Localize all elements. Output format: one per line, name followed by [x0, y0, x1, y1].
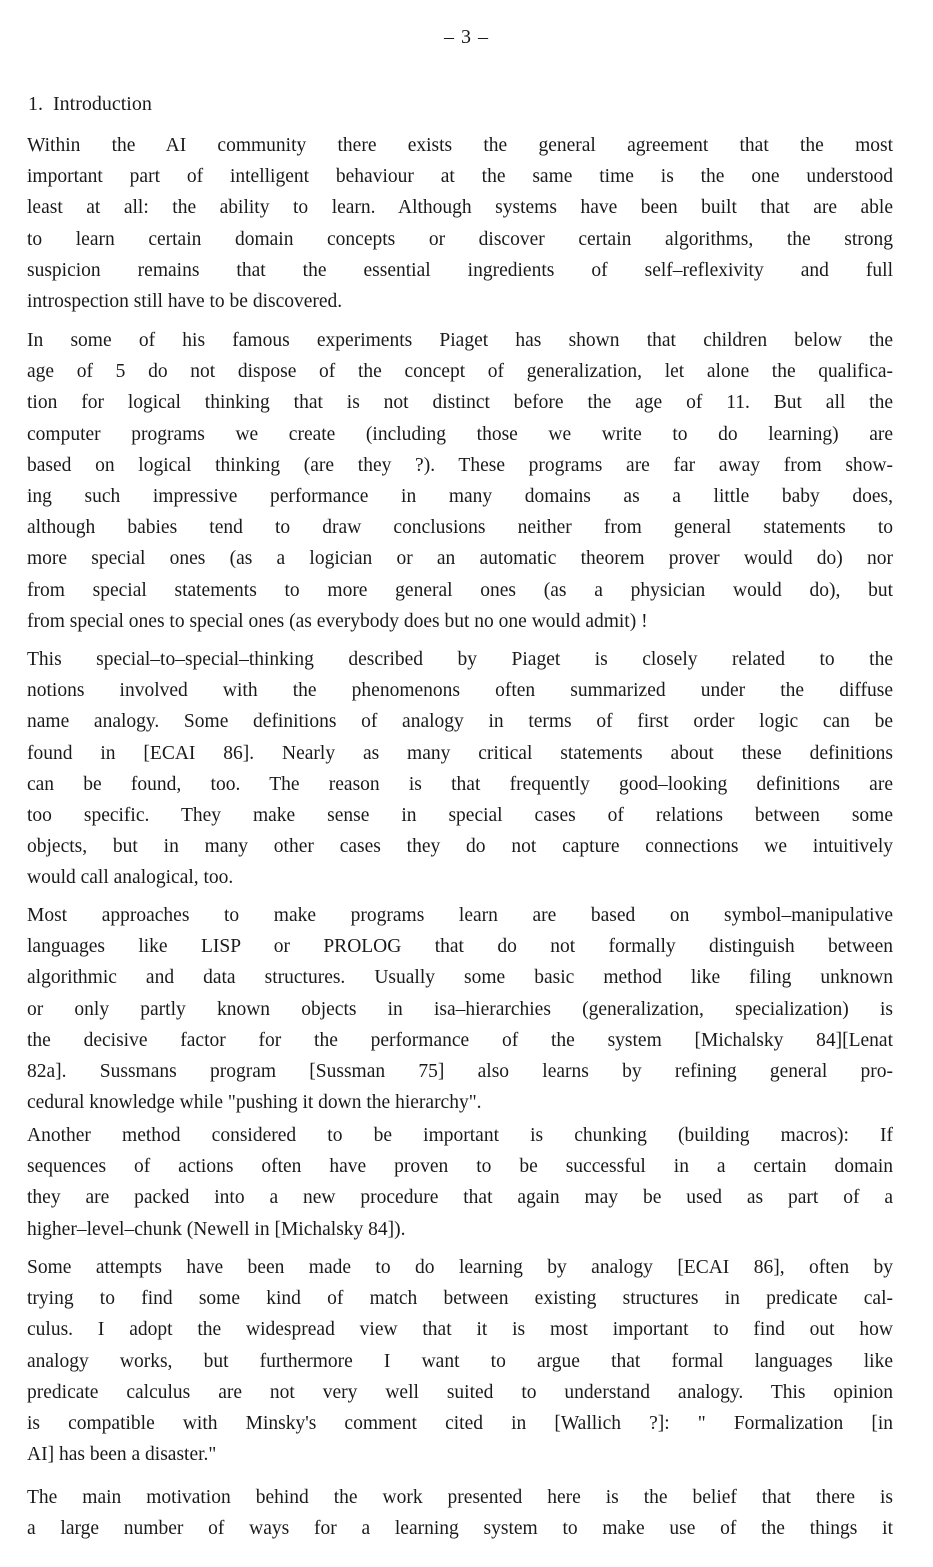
text-line: from special ones to special ones (as everybody does but no one would admit) !: [27, 610, 648, 632]
text-line: or only partly known objects in isa–hierarchies (generalization, specialization) is: [27, 998, 893, 1020]
text-line: least at all: the ability to learn. Although systems have been built that are able: [27, 197, 893, 219]
text-line: algorithmic and data structures. Usually some basic method like filing unknown: [27, 967, 893, 989]
text-line: tion for logical thinking that is not distinct before the age of 11. But all the: [27, 392, 893, 414]
text-line: analogy works, but furthermore I want to argue that formal languages like: [27, 1350, 893, 1372]
text-line: can be found, too. The reason is that frequently good–looking definitions are: [27, 773, 893, 795]
section-heading: [28, 93, 152, 116]
text-line: is compatible with Minsky's comment cited in [Wallich ?]: " Formalization [in: [27, 1412, 893, 1434]
text-line: sequences of actions often have proven to be successful in a certain domain: [27, 1156, 893, 1178]
text-line: based on logical thinking (are they ?). These programs are far away from show-: [27, 454, 893, 476]
text-line: languages like LISP or PROLOG that do not formally distinguish between: [27, 936, 893, 958]
text-line: computer programs we create (including those we write to do learning) are: [27, 423, 893, 445]
text-line: Some attempts have been made to do learning by analogy [ECAI 86], often by: [27, 1257, 893, 1278]
text-line: The main motivation behind the work presented here is the belief that there is: [27, 1487, 893, 1508]
paragraph: [27, 325, 893, 637]
text-line: culus. I adopt the widespread view that it is most important to find out how: [27, 1319, 893, 1341]
text-line: This special–to–special–thinking described by Piaget is closely related to the: [27, 649, 893, 670]
text-line: Within the AI community there exists the general agreement that the most: [27, 135, 893, 156]
text-line: predicate calculus are not very well suited to understand analogy. This opinion: [27, 1381, 893, 1403]
text-line: would call analogical, too.: [27, 867, 234, 889]
text-line: introspection still have to be discovered.: [27, 290, 343, 312]
text-line: age of 5 do not dispose of the concept of generalization, let alone the qualifica-: [27, 361, 893, 383]
text-line: notions involved with the phenomenons often summarized under the diffuse: [27, 680, 893, 702]
text-line: Another method considered to be important is chunking (building macros): If: [27, 1125, 893, 1146]
paragraph: [27, 1120, 893, 1245]
text-line: from special statements to more general ones (as a physician would do), but: [27, 579, 893, 601]
paragraph: [27, 1482, 893, 1544]
text-line: suspicion remains that the essential ingredients of self–reflexivity and full: [27, 259, 893, 281]
text-line: 82a]. Sussmans program [Sussman 75] also learns by refining general pro-: [27, 1060, 893, 1082]
text-line: ing such impressive performance in many domains as a little baby does,: [27, 485, 893, 507]
paragraph: [27, 1252, 893, 1470]
text-line: too specific. They make sense in special cases of relations between some: [27, 804, 893, 826]
text-line: the decisive factor for the performance of the system [Michalsky 84][Lenat: [27, 1029, 893, 1051]
page-number: – 3 –: [444, 26, 489, 48]
paragraph: [27, 644, 893, 894]
text-line: they are packed into a new procedure that again may be used as part of a: [27, 1187, 893, 1209]
text-line: cedural knowledge while "pushing it down the hierarchy".: [27, 1092, 482, 1114]
text-line: more special ones (as a logician or an automatic theorem prover would do) nor: [27, 548, 893, 570]
section-title: Introduction: [53, 93, 152, 115]
text-line: name analogy. Some definitions of analogy in terms of first order logic can be: [27, 711, 893, 733]
paragraph: [27, 900, 893, 1118]
text-line: Most approaches to make programs learn are based on symbol–manipulative: [27, 905, 893, 926]
text-line: a large number of ways for a learning system to make use of the things it: [27, 1518, 893, 1540]
text-line: to learn certain domain concepts or discover certain algorithms, the strong: [27, 228, 893, 250]
text-line: AI] has been a disaster.": [27, 1444, 217, 1466]
paragraph: [27, 130, 893, 317]
text-line: higher–level–chunk (Newell in [Michalsky 84]).: [27, 1218, 406, 1240]
text-line: objects, but in many other cases they do not capture connections we intuitively: [27, 836, 893, 858]
text-line: important part of intelligent behaviour at the same time is the one understood: [27, 166, 893, 188]
text-line: trying to find some kind of match between existing structures in predicate cal-: [27, 1288, 893, 1310]
text-line: found in [ECAI 86]. Nearly as many critical statements about these definitions: [27, 742, 893, 764]
section-number: 1.: [28, 93, 43, 115]
text-line: In some of his famous experiments Piaget has shown that children below the: [27, 330, 893, 351]
text-line: although babies tend to draw conclusions neither from general statements to: [27, 517, 893, 539]
